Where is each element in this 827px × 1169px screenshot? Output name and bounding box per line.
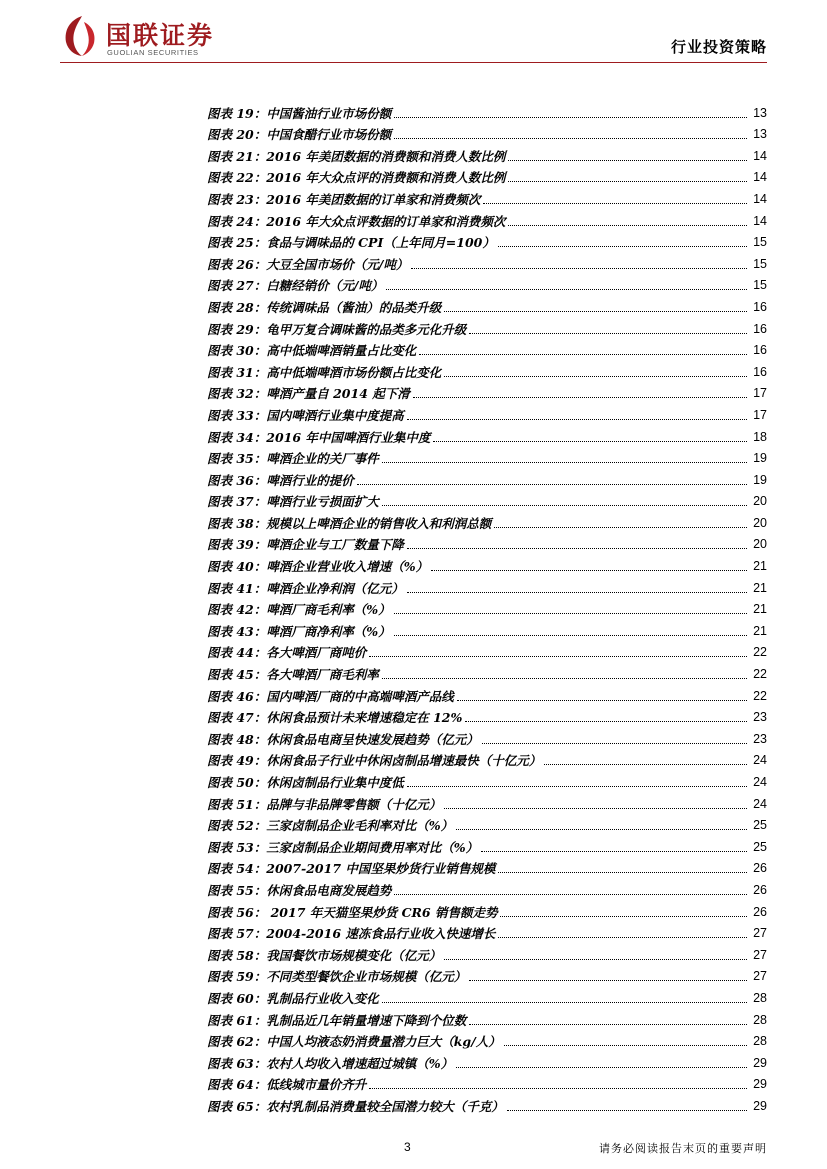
toc-entry[interactable] (207, 488, 767, 510)
toc-entry-page: 24 (753, 796, 767, 811)
toc-entry-page: 16 (753, 321, 767, 336)
toc-entry[interactable] (207, 725, 767, 747)
toc-dot-leader (544, 764, 747, 765)
toc-entry[interactable] (207, 833, 767, 855)
toc-entry-page: 28 (753, 1034, 767, 1049)
toc-dot-leader (444, 311, 747, 312)
toc-entry[interactable] (207, 617, 767, 639)
toc-entry-page: 14 (753, 191, 767, 206)
toc-dot-leader (444, 808, 747, 809)
toc-dot-leader (382, 1002, 747, 1003)
toc-entry[interactable] (207, 358, 767, 380)
toc-entry[interactable] (207, 855, 767, 877)
toc-entry-label: 图表 32：啤酒产量自 2014 起下滑 (207, 386, 410, 402)
toc-dot-leader (394, 613, 747, 614)
toc-dot-leader (494, 527, 747, 528)
toc-entry[interactable] (207, 423, 767, 445)
toc-entry[interactable] (207, 509, 767, 531)
logo-english-text: GUOLIAN SECURITIES (107, 48, 199, 57)
toc-entry[interactable] (207, 229, 767, 251)
toc-entry-page: 13 (753, 105, 767, 120)
toc-entry-label: 图表 37：啤酒行业亏损面扩大 (207, 494, 379, 510)
toc-entry-label: 图表 21：2016 年美团数据的消费额和消费人数比例 (207, 148, 506, 164)
toc-dot-leader (508, 225, 747, 226)
toc-entry-label: 图表 61：乳制品近几年销量增速下降到个位数 (207, 1012, 467, 1028)
toc-entry[interactable] (207, 1028, 767, 1050)
toc-entry-label: 图表 38：规模以上啤酒企业的销售收入和利润总额 (207, 515, 492, 531)
toc-entry-page: 28 (753, 1012, 767, 1027)
toc-dot-leader (394, 138, 747, 139)
toc-entry-page: 13 (753, 127, 767, 142)
toc-entry[interactable] (207, 531, 767, 553)
toc-entry-page: 14 (753, 170, 767, 185)
toc-entry-page: 19 (753, 451, 767, 466)
toc-entry[interactable] (207, 747, 767, 769)
toc-entry-label: 图表 22：2016 年大众点评的消费额和消费人数比例 (207, 170, 506, 186)
toc-entry[interactable] (207, 790, 767, 812)
toc-entry-label: 图表 51：品牌与非品牌零售额（十亿元） (207, 796, 442, 812)
toc-entry[interactable] (207, 984, 767, 1006)
toc-entry-label: 图表 19：中国酱油行业市场份额 (207, 105, 392, 121)
company-logo (62, 14, 262, 64)
toc-entry-label: 图表 23：2016 年美团数据的订单家和消费频次 (207, 191, 481, 207)
toc-entry[interactable] (207, 660, 767, 682)
toc-entry[interactable] (207, 898, 767, 920)
toc-entry-label: 图表 40：啤酒企业营业收入增速（%） (207, 559, 429, 575)
toc-dot-leader (382, 678, 747, 679)
report-type-title: 行业投资策略 (670, 38, 767, 56)
toc-dot-leader (357, 484, 747, 485)
toc-entry[interactable] (207, 315, 767, 337)
toc-entry-label: 图表 50：休闲卤制品行业集中度低 (207, 775, 404, 790)
toc-entry[interactable] (207, 574, 767, 596)
toc-entry[interactable] (207, 920, 767, 942)
toc-dot-leader (386, 289, 747, 290)
toc-entry[interactable] (207, 704, 767, 726)
logo-mark-icon (62, 14, 102, 58)
toc-entry[interactable] (207, 768, 767, 790)
toc-entry-label: 图表 48：休闲食品电商呈快速发展趋势（亿元） (207, 731, 479, 747)
toc-entry-page: 28 (753, 990, 767, 1005)
toc-entry-page: 19 (753, 472, 767, 487)
toc-dot-leader (382, 462, 747, 463)
toc-entry-label: 图表 63：农村人均收入增速超过城镇（%） (207, 1055, 454, 1071)
toc-entry-label: 图表 45：各大啤酒厂商毛利率 (207, 667, 379, 683)
toc-entry[interactable] (207, 1006, 767, 1028)
toc-dot-leader (444, 376, 747, 377)
toc-entry[interactable] (207, 963, 767, 985)
toc-entry-page: 14 (753, 213, 767, 228)
toc-dot-leader (504, 1045, 747, 1046)
toc-entry-page: 17 (753, 386, 767, 401)
toc-entry-page: 26 (753, 882, 767, 897)
toc-entry-page: 24 (753, 753, 767, 768)
toc-entry[interactable] (207, 121, 767, 143)
page-header (0, 0, 827, 70)
toc-entry[interactable] (207, 682, 767, 704)
toc-entry-page: 29 (753, 1055, 767, 1070)
toc-entry-label: 图表 25：食品与调味品的 CPI（上年同月=100） (207, 235, 495, 251)
toc-entry-label: 图表 64：低线城市量价齐升 (207, 1077, 367, 1093)
toc-dot-leader (508, 160, 747, 161)
toc-dot-leader (456, 1067, 747, 1068)
toc-entry-page: 22 (753, 688, 767, 703)
toc-dot-leader (394, 117, 747, 118)
toc-entry-label: 图表 26：大豆全国市场价（元/吨） (207, 256, 409, 272)
toc-dot-leader (508, 181, 747, 182)
toc-entry-page: 23 (753, 731, 767, 746)
toc-entry[interactable] (207, 466, 767, 488)
toc-entry-page: 29 (753, 1098, 767, 1113)
toc-entry-label: 图表 41：啤酒企业净利润（亿元） (207, 580, 404, 596)
toc-entry-label: 图表 24：2016 年大众点评数据的订单家和消费频次 (207, 213, 506, 229)
toc-entry-label: 图表 29：龟甲万复合调味酱的品类多元化升级 (207, 321, 467, 337)
toc-dot-leader (407, 419, 747, 420)
toc-entry-label: 图表 20：中国食醋行业市场份额 (207, 127, 392, 143)
toc-entry-label: 图表 57：2004-2016 速冻食品行业收入快速增长 (207, 926, 496, 942)
toc-entry[interactable] (207, 1092, 767, 1114)
toc-entry[interactable] (207, 250, 767, 272)
toc-entry-label: 图表 35：啤酒企业的关厂事件 (207, 451, 379, 467)
toc-dot-leader (483, 203, 747, 204)
toc-entry[interactable] (207, 1049, 767, 1071)
toc-dot-leader (498, 246, 747, 247)
toc-dot-leader (507, 1110, 747, 1111)
toc-dot-leader (498, 872, 747, 873)
toc-entry-label: 图表 31：高中低端啤酒市场份额占比变化 (207, 364, 442, 380)
toc-entry[interactable] (207, 401, 767, 423)
toc-dot-leader (469, 980, 747, 981)
toc-dot-leader (469, 333, 747, 334)
toc-entry[interactable] (207, 185, 767, 207)
toc-entry-page: 17 (753, 407, 767, 422)
table-of-figures (207, 99, 767, 1114)
toc-entry-page: 20 (753, 515, 767, 530)
toc-dot-leader (444, 959, 747, 960)
toc-entry[interactable] (207, 142, 767, 164)
toc-entry-page: 16 (753, 299, 767, 314)
toc-dot-leader (394, 635, 747, 636)
toc-entry-label: 图表 39：啤酒企业与工厂数量下降 (207, 537, 404, 553)
toc-dot-leader (431, 570, 747, 571)
toc-entry-page: 21 (753, 602, 767, 617)
toc-entry-label: 图表 59：不同类型餐饮企业市场规模（亿元） (207, 969, 467, 985)
toc-entry-label: 图表 58：我国餐饮市场规模变化（亿元） (207, 947, 442, 963)
toc-dot-leader (481, 851, 747, 852)
toc-entry-label: 图表 65：农村乳制品消费量较全国潜力较大（千克） (207, 1098, 504, 1114)
toc-dot-leader (382, 505, 747, 506)
toc-entry[interactable] (207, 293, 767, 315)
toc-entry-label: 图表 54：2007-2017 中国坚果炒货行业销售规模 (207, 861, 496, 877)
toc-entry[interactable] (207, 1071, 767, 1093)
toc-entry-page: 22 (753, 645, 767, 660)
toc-entry-label: 图表 27：白糖经销价（元/吨） (207, 278, 384, 294)
toc-entry-page: 25 (753, 818, 767, 833)
toc-entry[interactable] (207, 812, 767, 834)
toc-entry-page: 27 (753, 947, 767, 962)
toc-entry-page: 16 (753, 364, 767, 379)
toc-entry-label: 图表 44：各大啤酒厂商吨价 (207, 645, 367, 661)
toc-entry[interactable] (207, 552, 767, 574)
toc-entry-page: 25 (753, 839, 767, 854)
toc-entry-label: 图表 43：啤酒厂商净利率（%） (207, 623, 391, 639)
toc-dot-leader (411, 268, 747, 269)
toc-entry-page: 21 (753, 580, 767, 595)
toc-entry-label: 图表 55：休闲食品电商发展趋势 (207, 882, 392, 898)
logo-chinese-text: 国联证券 (106, 21, 215, 50)
toc-dot-leader (456, 829, 747, 830)
toc-entry-page: 21 (753, 623, 767, 638)
toc-entry-page: 29 (753, 1077, 767, 1092)
toc-entry-page: 15 (753, 256, 767, 271)
toc-entry-label: 图表 46：国内啤酒厂商的中高端啤酒产品线 (207, 688, 454, 704)
toc-entry-label: 图表 60：乳制品行业收入变化 (207, 990, 379, 1006)
toc-dot-leader (433, 441, 747, 442)
toc-dot-leader (419, 354, 747, 355)
toc-dot-leader (482, 743, 747, 744)
toc-entry-label: 图表 33：国内啤酒行业集中度提高 (207, 407, 404, 423)
toc-dot-leader (413, 397, 747, 398)
toc-entry[interactable] (207, 380, 767, 402)
toc-entry-label: 图表 42：啤酒厂商毛利率（%） (207, 602, 391, 618)
toc-entry[interactable] (207, 445, 767, 467)
header-divider (60, 62, 767, 63)
toc-entry[interactable] (207, 99, 767, 121)
toc-entry[interactable] (207, 164, 767, 186)
toc-entry-page: 20 (753, 537, 767, 552)
toc-dot-leader (498, 937, 747, 938)
toc-entry-label: 图表 34：2016 年中国啤酒行业集中度 (207, 429, 431, 445)
toc-entry[interactable] (207, 639, 767, 661)
toc-entry[interactable] (207, 596, 767, 618)
toc-entry-label: 图表 30：高中低端啤酒销量占比变化 (207, 343, 417, 359)
disclaimer-note: 请务必阅读报告末页的重要声明 (599, 1142, 767, 1155)
toc-entry-label: 图表 53：三家卤制品企业期间费用率对比（%） (207, 839, 479, 855)
toc-entry-page: 22 (753, 667, 767, 682)
toc-entry-page: 27 (753, 969, 767, 984)
toc-entry-page: 14 (753, 148, 767, 163)
toc-entry-label: 图表 56： 2017 年天猫坚果炒货 CR6 销售额走势 (207, 904, 498, 920)
toc-entry-page: 16 (753, 343, 767, 358)
toc-entry-page: 27 (753, 926, 767, 941)
toc-entry[interactable] (207, 207, 767, 229)
toc-entry-label: 图表 47：休闲食品预计未来增速稳定在 12% (207, 710, 463, 726)
toc-entry-label: 图表 49：休闲食品子行业中休闲卤制品增速最快（十亿元） (207, 753, 542, 769)
toc-entry-label: 图表 52：三家卤制品企业毛利率对比（%） (207, 818, 454, 834)
toc-dot-leader (500, 916, 747, 917)
page-number: 3 (404, 1140, 411, 1154)
toc-dot-leader (465, 721, 747, 722)
toc-entry-page: 15 (753, 235, 767, 250)
toc-entry-label: 图表 28：传统调味品（酱油）的品类升级 (207, 299, 442, 315)
toc-entry[interactable] (207, 272, 767, 294)
toc-dot-leader (457, 700, 747, 701)
toc-entry-page: 20 (753, 494, 767, 509)
toc-entry[interactable] (207, 941, 767, 963)
toc-entry-page: 15 (753, 278, 767, 293)
toc-dot-leader (394, 894, 747, 895)
toc-entry[interactable] (207, 876, 767, 898)
toc-entry-page: 24 (753, 775, 767, 789)
toc-dot-leader (369, 1088, 747, 1089)
toc-dot-leader (469, 1024, 747, 1025)
toc-entry-label: 图表 36：啤酒行业的提价 (207, 472, 354, 488)
toc-entry[interactable] (207, 337, 767, 359)
toc-dot-leader (407, 786, 747, 787)
toc-entry-page: 21 (753, 559, 767, 574)
toc-entry-page: 23 (753, 710, 767, 725)
toc-dot-leader (369, 656, 747, 657)
toc-entry-page: 26 (753, 904, 767, 919)
toc-entry-label: 图表 62：中国人均液态奶消费量潜力巨大（kg/人） (207, 1034, 501, 1050)
toc-entry-page: 18 (753, 429, 767, 444)
toc-dot-leader (407, 548, 747, 549)
toc-entry-page: 26 (753, 861, 767, 876)
toc-dot-leader (407, 592, 747, 593)
